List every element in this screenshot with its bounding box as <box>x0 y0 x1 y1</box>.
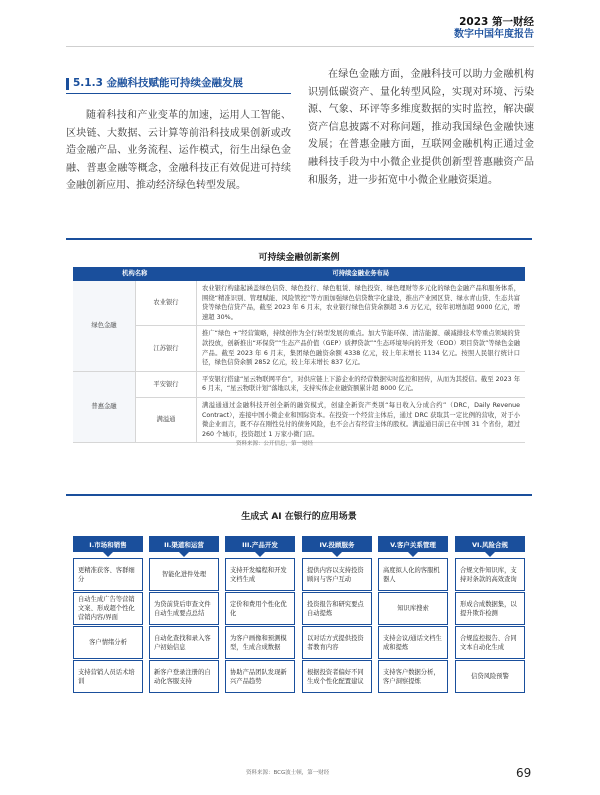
scenario-cell: 更精准获客、客群细分 <box>73 558 143 591</box>
scenario-top-rule <box>66 494 532 496</box>
page-number: 69 <box>516 766 532 780</box>
scenario-cell: 合规监控报告、合同文本自动化生成 <box>455 626 525 659</box>
institution-cell: 满溢通 <box>136 397 197 442</box>
scenario-column-header: II.渠道和运营 <box>149 536 219 552</box>
institution-cell: 平安银行 <box>136 371 197 397</box>
scenario-cell: 自动生成广告等营销文案、形成超个性化营销内容/界面 <box>73 592 143 625</box>
scenario-cell: 协助产品团队发现新兴产品趋势 <box>225 660 295 693</box>
scenario-cell: 支持会议/通话文档生成和提炼 <box>378 626 448 659</box>
header-caret-icon <box>179 552 189 557</box>
header-divider <box>66 46 534 47</box>
scenario-column <box>225 536 295 685</box>
scenario-cell: 为贷前贷后审查文件自动生成要点总结 <box>149 592 219 625</box>
scenario-cell: 定价和费用个性化优化 <box>225 592 295 625</box>
table-title: 可持续金融创新案例 <box>258 253 340 263</box>
scenario-cell: 支持开发编程和开发文档生成 <box>225 558 295 591</box>
scenario-column-header: III.产品开发 <box>225 536 295 552</box>
detail-paragraph: 在绿色金融方面，金融科技可以助力金融机构识别低碳资产、量化转型风险，实现对环境、污染源、气象、环评等多维度数据的实时监控，解决碳资产信息披露不对称问题，推动我国绿色金融快速发展；在普惠金融方面，互联网金融机构正通过金融科技手段为中小微企业提供创新型普惠融资产品和服务，进一步拓宽中小微企业融资渠道。 <box>308 69 534 186</box>
description-cell: 推广“绿色 +”经营策略，持续创作为全行转型发展的重点。加大节能环保、清洁能源、碳减排技术等重点领域的贷款投放，创新推出“环保贷”“生态产品价值（GEP）质押贷款”“生态环境导向的开发（EOD）项目贷款”等绿色金融产品。截至 2023 年 6 月末，集团绿色融资余额 4338 亿元，较上年末增长 1134 亿元。按照人民银行统计口径，绿色信贷余额 2852 亿元，较上年末增长 837 亿元。 <box>197 326 526 371</box>
header-caret-icon <box>485 552 495 557</box>
scenario-cell: 支持客户数据分析，客户洞察提炼 <box>378 660 448 693</box>
scenario-cell: 智能化进件处理 <box>149 558 219 591</box>
header-caret-icon <box>103 552 113 557</box>
case-table <box>73 267 525 443</box>
table-top-rule <box>66 238 532 240</box>
header-caret-icon <box>255 552 265 557</box>
scenario-column <box>73 536 143 685</box>
description-cell: 平安银行搭建“星云物联网平台”，对供应链上下游企业的经营数据实时监控和回传，从而为其授信。截至 2023 年 6 月末，“星云物联计划”落地以来，支持实体企业融资额累计超 8000 亿元。 <box>197 371 526 397</box>
header-caret-icon <box>332 552 342 557</box>
header-caret-icon <box>408 552 418 557</box>
scenario-column <box>149 536 219 685</box>
table-row <box>73 371 525 397</box>
scenario-column <box>455 536 525 680</box>
scenario-column-header: VI.风险合规 <box>455 536 525 552</box>
column-header-business: 可持续金融业务布局 <box>197 267 526 281</box>
scenario-title: 生成式 AI 在银行的应用场景 <box>241 512 357 522</box>
section-title: 5.1.3 金融科技赋能可持续金融发展 <box>73 77 244 89</box>
scenario-source-note: 资料来源：BCG波士顿，第一财经 <box>246 770 330 776</box>
scenario-column <box>302 536 372 685</box>
scenario-column-header: IV.投顾服务 <box>302 536 372 552</box>
scenario-cell: 为客户画像和预测模型，生成合成数据 <box>225 626 295 659</box>
table-row <box>73 326 525 371</box>
institution-cell: 江苏银行 <box>136 326 197 371</box>
section-marker <box>66 78 69 90</box>
report-subtitle: 数字中国年度报告 <box>454 29 534 40</box>
table-source-note: 资料来源：公开信息，第一财经 <box>236 441 314 447</box>
scenario-cell: 信贷风险预警 <box>455 660 525 693</box>
scenario-cell: 合规文件知识库，支持对条款的高效查询 <box>455 558 525 591</box>
scenario-cell: 形成合成数据集，以提升欺诈检测 <box>455 592 525 625</box>
description-cell: 满溢通通过金融科技开创全新的融资模式，创建全新资产类别“每日收入分成合约”（DRC，Daily Revenue Contract），连接中国小微企业和国际资本。在投资一个经营主体后，通过 DRC 获取其一定比例的营收，对于小微企业而言，既不存在刚性兑付的债务风险，也不会占有经营主体的股权。满溢通目前已在中国 31 个省份，超过 260 个城市，投资超过 1 万家小微门店。 <box>197 397 526 442</box>
scenario-cell: 提供内容以支持投资顾问与客户互动 <box>302 558 372 591</box>
scenario-column <box>378 536 448 685</box>
section-underline <box>66 93 291 94</box>
scenario-cell: 客户情绪分析 <box>73 626 143 659</box>
scenario-column-header: V.客户关系管理 <box>378 536 448 552</box>
category-cell: 绿色金融 <box>73 281 136 371</box>
table-row <box>73 397 525 442</box>
scenario-cell: 投资报告和研究要点自动提炼 <box>302 592 372 625</box>
table-row <box>73 281 525 326</box>
scenario-cell: 高度拟人化的客服机器人 <box>378 558 448 591</box>
scenario-cell: 自动化查找和录入客户初始信息 <box>149 626 219 659</box>
scenario-cell: 以对话方式提供投资者教育内容 <box>302 626 372 659</box>
scenario-cell: 根据投资者偏好不同生成个性化配置建议 <box>302 660 372 693</box>
scenario-column-header: I.市场和销售 <box>73 536 143 552</box>
intro-paragraph: 随着科技和产业变革的加速，运用人工智能、区块链、大数据、云计算等前沿科技成果创新或改造金融产品、业务流程、运作模式，衍生出绿色金融、普惠金融等概念，金融科技正有效促进可持续金融创新应用、推动经济绿色转型发展。 <box>66 110 291 192</box>
report-title: 2023 第一财经 <box>459 16 534 28</box>
description-cell: 农业银行构建起涵盖绿色信贷、绿色投行、绿色租赁、绿色投资、绿色理财等多元化的绿色金融产品和服务体系，围绕“精准识别、管理赋能、风险管控”等方面加强绿色信贷数字化建设，推出产业园区贷、绿水青山贷、生态共富贷等绿色信贷产品，截至 2023 年 6 月末，农业银行绿色信贷余额超 3.6 万亿元，较年初增加超 9000 亿元，增速超 30%。 <box>197 281 526 326</box>
scenario-cell: 新客户登录注册的自动化客服支持 <box>149 660 219 693</box>
category-cell: 普惠金融 <box>73 371 136 443</box>
scenario-cell: 知识库搜索 <box>378 592 448 625</box>
scenario-cell: 支持营销人员话术培训 <box>73 660 143 693</box>
institution-cell: 农业银行 <box>136 281 197 326</box>
column-header-institution: 机构名称 <box>73 267 197 281</box>
